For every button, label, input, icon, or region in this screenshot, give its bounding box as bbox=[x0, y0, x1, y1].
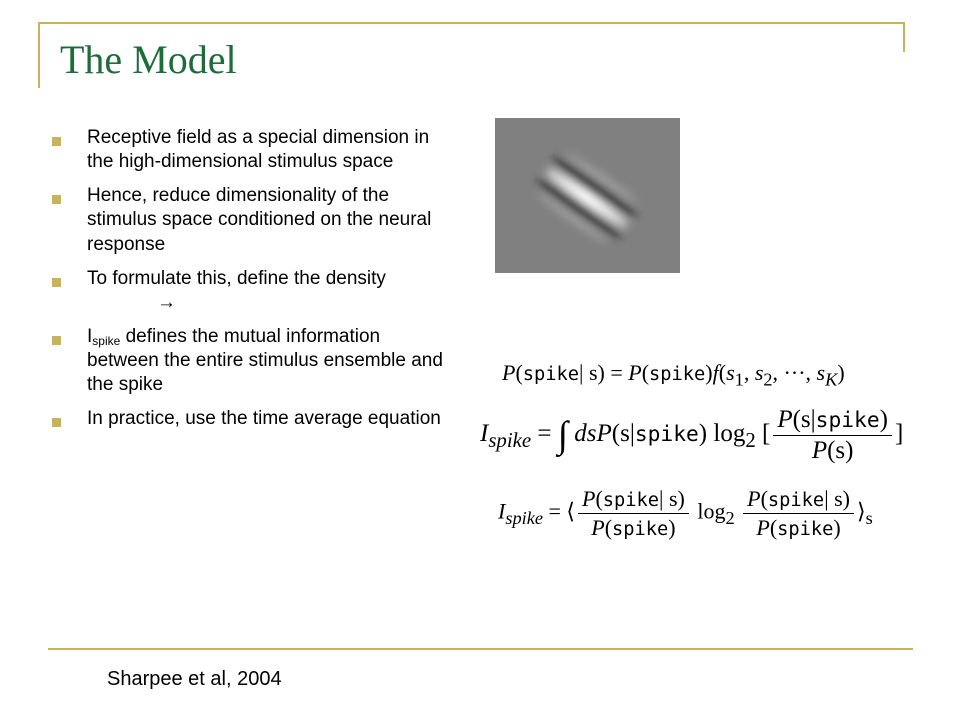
equation-1: P(spike| $s) = P(spike)f(s_1$, $s_2$, ···, $s_K$) bbox=[502, 360, 845, 390]
bullet-item bbox=[50, 325, 455, 397]
top-rule bbox=[40, 22, 905, 24]
bullet-square-icon bbox=[52, 336, 61, 345]
bullet-prefix: I bbox=[87, 325, 93, 347]
bullet-text: Receptive field as a special dimension in the high-dimensional stimulus space bbox=[87, 127, 430, 173]
bullet-subscript: spike bbox=[92, 333, 121, 348]
equation-3: $I_{spike}$ = ⟨ $\frac{\text{P(spike| s)}}{\text{P(spike)}}$ $\log_2$ $\frac{\text{P(spike| s)}}{\text{P(spike)}}$ $⟩_s$ bbox=[498, 486, 873, 540]
right-rule bbox=[903, 22, 905, 52]
receptive-field-image bbox=[495, 118, 680, 273]
bullet-item bbox=[50, 267, 455, 315]
bullet-text: In practice, use the time average equation bbox=[87, 408, 441, 430]
bullet-square-icon bbox=[52, 195, 61, 204]
bullet-item bbox=[50, 126, 455, 174]
bullet-square-icon bbox=[52, 418, 61, 427]
bullet-item bbox=[50, 407, 455, 431]
bullet-square-icon bbox=[52, 137, 61, 146]
bullet-text: To formulate this, define the density bbox=[87, 267, 386, 289]
bullet-square-icon bbox=[52, 278, 61, 287]
arrow-right-icon: → bbox=[157, 291, 176, 313]
bottom-rule bbox=[48, 648, 913, 650]
left-rule bbox=[38, 22, 40, 88]
bullet-list bbox=[50, 126, 455, 441]
bullet-text: defines the mutual information between the entire stimulus ensemble and the spike bbox=[87, 325, 443, 396]
bullet-text: Hence, reduce dimensionality of the stimulus space conditioned on the neural response bbox=[87, 185, 432, 255]
slide-title: The Model bbox=[60, 37, 237, 82]
citation: Sharpee et al, 2004 bbox=[107, 668, 282, 690]
equation-2: $I_{spike}$ = ∫ dsP(s|spike) $\log_2$ [ $\frac{\text{P(s|spike)}}{P(s)}$ ] bbox=[480, 406, 904, 464]
bullet-item bbox=[50, 184, 455, 256]
